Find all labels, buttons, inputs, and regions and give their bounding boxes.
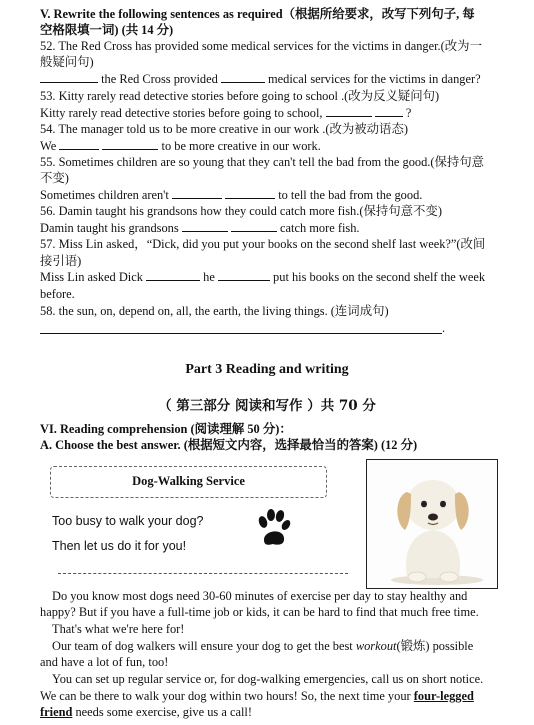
q57-answer-cont: before. (40, 287, 75, 301)
passage-p4-line2 (40, 688, 504, 704)
q54-blank-2[interactable] (102, 138, 158, 150)
q56-ans-b: catch more fish. (280, 221, 360, 235)
friend-word: friend (40, 705, 73, 719)
q55-blank-2[interactable] (225, 187, 275, 199)
q54-blank-1[interactable] (59, 138, 99, 150)
passage-p3-text-2: (锻炼) possible (396, 639, 474, 653)
passage-p3-text: Our team of dog walkers will ensure your dog to get the best (52, 639, 356, 653)
ad-title: Dog-Walking Service (132, 474, 245, 488)
q56-blank-2[interactable] (231, 220, 277, 232)
q55-answer-line (40, 187, 504, 203)
q52-blank-2[interactable] (221, 71, 265, 83)
passage-p4-text: We can be there to walk your dog within two hours! So, the next time your (40, 689, 414, 703)
q55-blank-1[interactable] (172, 187, 222, 199)
q57-ans-a: Miss Lin asked Dick (40, 270, 143, 284)
q52-text-cont: 般疑问句) (40, 55, 94, 69)
ad-line-2: Then let us do it for you! (52, 539, 187, 553)
section-vi-heading: VI. Reading comprehension (阅读理解 50 分)： (40, 422, 292, 436)
q54-text: 54. The manager told us to be more creative in our work .(改为被动语态) (40, 122, 408, 136)
q55-text: 55. Sometimes children are so young that they can't tell the bad from the good.(保持句意 (40, 155, 485, 169)
q58-end: . (442, 321, 446, 335)
section-v-heading-cont: 空格限填一词) (共 14 分) (40, 23, 174, 37)
q58-answer-line[interactable] (40, 333, 442, 334)
q54-answer-line (40, 138, 504, 154)
q52-answer-line (40, 71, 504, 87)
q57-ans-c: put his books on the second shelf the week (273, 270, 486, 284)
puppy-illustration (367, 460, 497, 588)
ad-title-box (50, 466, 327, 498)
q57-blank-1[interactable] (146, 269, 200, 281)
q56-ans-a: Damin taught his grandsons (40, 221, 179, 235)
q53-answer-line (40, 105, 504, 121)
passage-p3-line2: and have a lot of fun, too! (40, 655, 169, 669)
q53-blank-2[interactable] (375, 105, 403, 117)
section-v-heading-en: V. Rewrite the following sentences as required (40, 7, 283, 21)
q57-ans-b: he (203, 270, 215, 284)
paw-print-icon (255, 508, 293, 550)
section-v-heading (40, 6, 504, 22)
q56-blank-1[interactable] (182, 220, 228, 232)
puppy-photo (366, 459, 498, 589)
q57-text: 57. Miss Lin asked，“Dick, did you put your books on the second shelf last week?”(改间 (40, 237, 486, 251)
part3-title: Part 3 Reading and writing (185, 362, 349, 377)
workout-word: workout (355, 639, 397, 653)
passage-p4-line1: You can set up regular service or, for dog-walking emergencies, call us on short notice. (52, 672, 484, 686)
q57-blank-2[interactable] (218, 269, 270, 281)
q53-text: 53. Kitty rarely read detective stories before going to school .(改为反义疑问句) (40, 89, 440, 103)
q55-ans-a: Sometimes children aren't (40, 188, 169, 202)
passage-p1-line1: Do you know most dogs need 30-60 minutes of exercise per day to stay healthy and (52, 589, 468, 603)
passage-p4-text-end: needs some exercise, give us a call! (72, 705, 252, 719)
ad-divider (58, 573, 348, 574)
q57-text-cont: 接引语) (40, 254, 82, 268)
q54-ans-b: to be more creative in our work. (161, 139, 321, 153)
ad-line-1: Too busy to walk your dog? (52, 514, 204, 528)
q57-answer-line (40, 269, 504, 285)
q52-ans-b: medical services for the victims in danger? (268, 72, 481, 86)
passage-p3-line1 (52, 638, 504, 654)
passage-p2: That's what we're here for! (52, 622, 185, 636)
q56-answer-line (40, 220, 504, 236)
q54-ans-a: We (40, 139, 57, 153)
q52-ans-a: the Red Cross provided (101, 72, 218, 86)
q58-text: 58. the sun, on, depend on, all, the earth, the living things. (连词成句) (40, 304, 389, 318)
section-vi-sub-a: A. Choose the best answer. (根据短文内容，选择最恰当的答案) (12 分) (40, 438, 418, 452)
part3-title-cn: （ 第三部分 阅读和写作 ）共 70 分 (158, 398, 376, 414)
q53-ans: Kitty rarely read detective stories before going to school, (40, 106, 323, 120)
four-legged-word: four-legged (413, 689, 474, 703)
q56-text: 56. Damin taught his grandsons how they could catch more fish.(保持句意不变) (40, 204, 442, 218)
q55-ans-b: to tell the bad from the good. (278, 188, 423, 202)
passage-p4-line3 (40, 704, 504, 720)
q55-text-cont: 不变) (40, 171, 69, 185)
q53-blank-1[interactable] (326, 105, 372, 117)
q52-blank-1[interactable] (40, 71, 98, 83)
section-v-heading-cn: （根据所给要求，改写下列句子, 每 (282, 7, 475, 21)
q52-text: 52. The Red Cross has provided some medical services for the victims in danger.(改为一 (40, 39, 482, 53)
q53-end: ? (405, 106, 412, 120)
passage-p1-line2: happy? But if you have a full-time job or kids, it can be hard to find that much free time. (40, 605, 479, 619)
